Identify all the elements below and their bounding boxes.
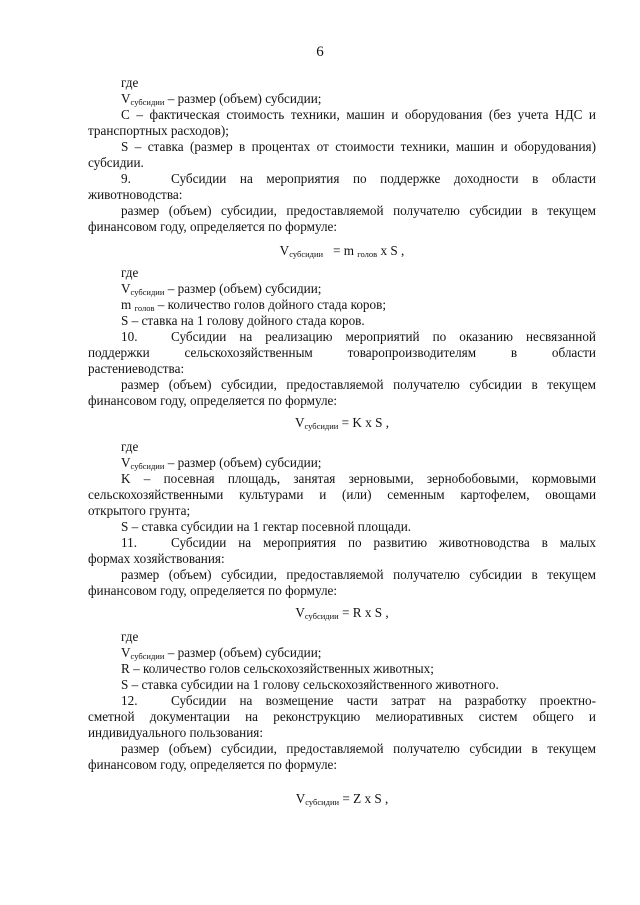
item-11-heading: 11. Субсидии на мероприятия по развитию животноводства в малых — [121, 535, 596, 550]
formula-9: $V_{субсидии} = m$ $_{голов}$ x S , — [279, 243, 405, 259]
item-12-heading-cont: сметной документации на реконструкцию мелиоративных систем общего и — [88, 709, 596, 724]
formula-intro-cont: финансовом году, определяется по формуле: — [88, 393, 338, 408]
where-label: где — [121, 75, 139, 90]
formula-11: $V_{субсидии} = R$ x S , — [295, 605, 389, 621]
formula-10: $V_{субсидии} = K$ x S , — [294, 415, 390, 431]
definition-v: $V_{субсидии}$ – размер (объем) субсидии; — [121, 645, 322, 661]
item-12-heading: 12. Субсидии на возмещение части затрат на разработку проектно- — [121, 693, 596, 708]
definition-k: K – посевная площадь, занятая зерновыми, зернобобовыми, кормовыми — [121, 471, 596, 486]
formula-intro-cont: финансовом году, определяется по формуле: — [88, 757, 338, 772]
definition-k-cont: сельскохозяйственными культурами и (или) семенным картофелем, овощами — [88, 487, 596, 502]
where-label: где — [121, 629, 139, 644]
formula-intro: размер (объем) субсидии, предоставляемой получателю субсидии в текущем — [121, 377, 596, 392]
formula-intro: размер (объем) субсидии, предоставляемой получателю субсидии в текущем — [121, 741, 596, 756]
formula-intro-cont: финансовом году, определяется по формуле: — [88, 219, 338, 234]
formula-intro: размер (объем) субсидии, предоставляемой получателю субсидии в текущем — [121, 567, 596, 582]
definition-m: m $_{голов}$ – количество голов дойного стада коров; — [121, 297, 387, 313]
definition-k-cont2: открытого грунта; — [88, 503, 191, 518]
definition-v: $V_{субсидии}$ – размер (объем) субсидии; — [121, 91, 322, 107]
page-number: 6 — [316, 44, 324, 60]
item-10-heading: 10. Субсидии на реализацию мероприятий по оказанию несвязанной — [121, 329, 596, 344]
definition-v: $V_{субсидии}$ – размер (объем) субсидии; — [121, 455, 322, 471]
definition-r: R – количество голов сельскохозяйственных животных; — [121, 661, 434, 676]
formula-intro: размер (объем) субсидии, предоставляемой получателю субсидии в текущем — [121, 203, 596, 218]
item-9-heading: 9. Субсидии на мероприятия по поддержке доходности в области — [121, 171, 596, 186]
definition-s: S – ставка субсидии на 1 голову сельскохозяйственного животного. — [121, 677, 499, 692]
item-12-heading-cont2: индивидуального пользования: — [88, 725, 264, 740]
definition-s: S – ставка субсидии на 1 гектар посевной площади. — [121, 519, 412, 534]
definition-c-cont: транспортных расходов); — [88, 123, 229, 138]
definition-s: S – ставка на 1 голову дойного стада коров. — [121, 313, 365, 328]
where-label: где — [121, 439, 139, 454]
item-9-heading-cont: животноводства: — [88, 187, 183, 202]
definition-v: $V_{субсидии}$ – размер (объем) субсидии; — [121, 281, 322, 297]
formula-intro-cont: финансовом году, определяется по формуле: — [88, 583, 338, 598]
item-10-heading-cont: поддержки сельскохозяйственным товаропроизводителям в области — [88, 345, 596, 360]
where-label: где — [121, 265, 139, 280]
definition-s-cont: субсидии. — [88, 155, 144, 170]
definition-c: С – фактическая стоимость техники, машин и оборудования (без учета НДС и — [121, 107, 596, 122]
item-11-heading-cont: формах хозяйствования: — [88, 551, 225, 566]
item-10-heading-cont2: растениеводства: — [88, 361, 185, 376]
definition-s: S – ставка (размер в процентах от стоимости техники, машин и оборудования) — [121, 139, 596, 154]
formula-12: $V_{субсидии} = Z$ x S , — [295, 791, 389, 807]
